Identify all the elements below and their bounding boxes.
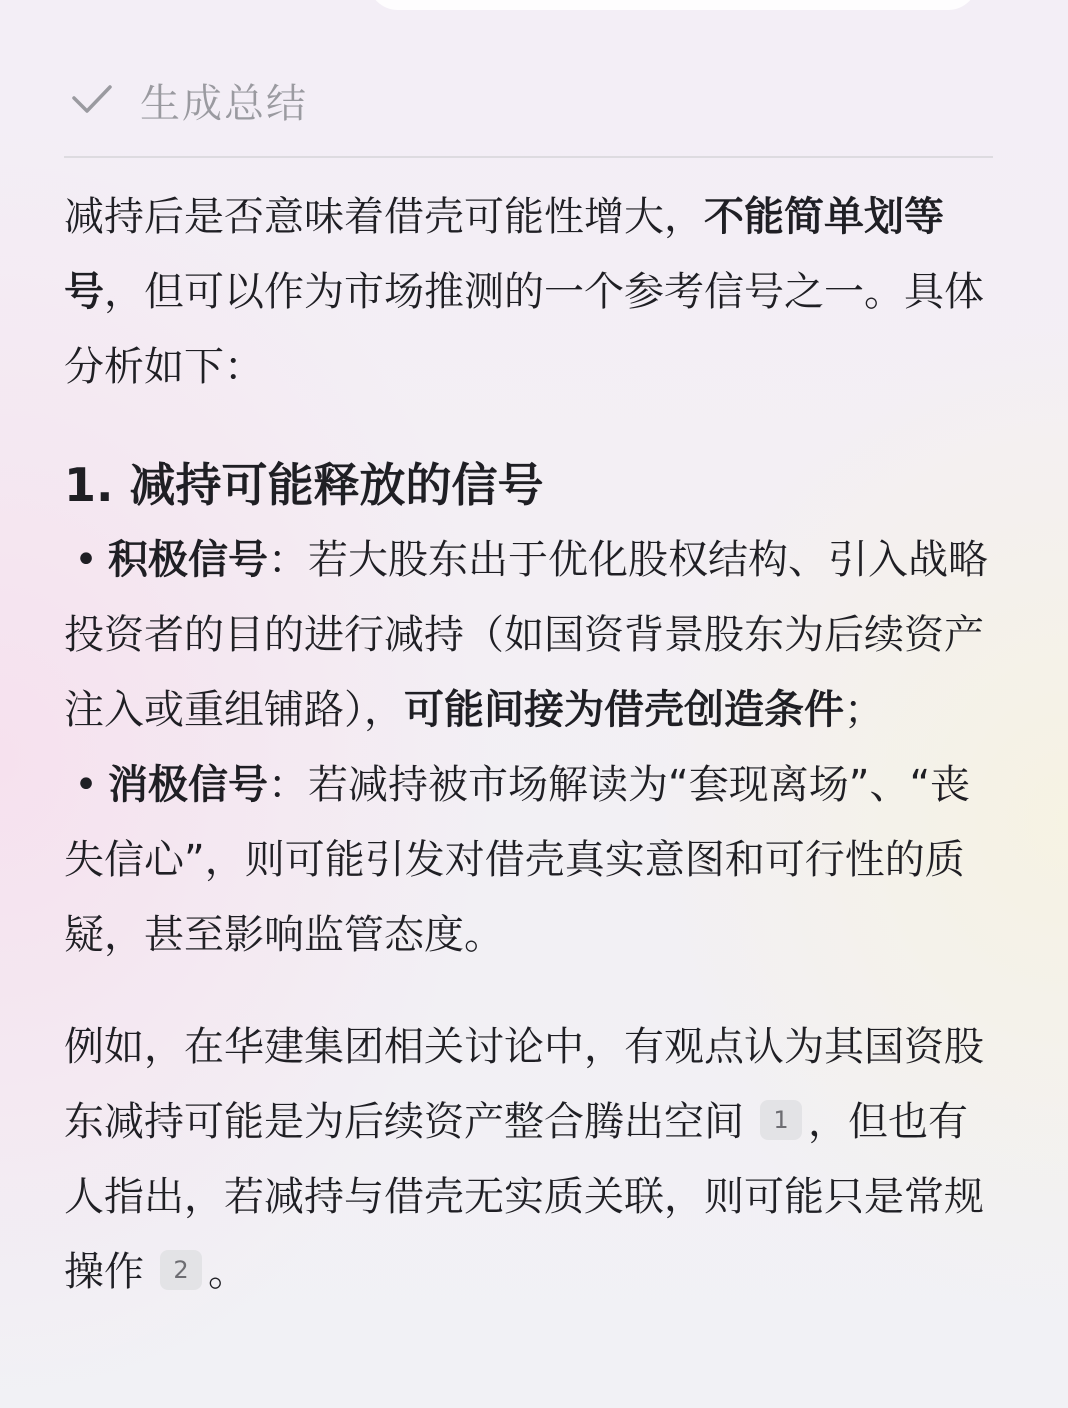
summary-title: 生成总结 xyxy=(140,80,308,127)
divider xyxy=(64,156,993,158)
example-paragraph: 例如，在华建集团相关讨论中，有观点认为其国资股东减持可能是为后续资产整合腾出空间 1 ，但也有人指出，若减持与借壳无实质关联，则可能只是常规操作 2 。 xyxy=(64,1024,984,1295)
bullet-dot: • xyxy=(74,762,98,808)
bullet-emphasis: 可能间接为借壳创造条件 xyxy=(404,687,844,733)
answer-content xyxy=(64,180,994,1310)
bullet-dot: • xyxy=(74,537,98,583)
top-card-edge xyxy=(368,0,978,10)
check-icon xyxy=(68,76,116,124)
bullet-label: 消极信号 xyxy=(108,762,268,808)
intro-paragraph: 减持后是否意味着借壳可能性增大，不能简单划等号，但可以作为市场推测的一个参考信号之一。具体分析如下： xyxy=(64,194,984,390)
summary-header[interactable] xyxy=(64,64,993,136)
citation-badge[interactable]: 1 xyxy=(760,1100,802,1140)
section-heading: 1. 减持可能释放的信号 xyxy=(64,458,544,512)
citation-badge[interactable]: 2 xyxy=(160,1250,202,1290)
bullet-positive: • 积极信号：若大股东出于优化股权结构、引入战略投资者的目的进行减持（如国资背景股东为后续资产注入或重组铺路），可能间接为借壳创造条件； xyxy=(64,523,994,748)
bullet-label: 积极信号 xyxy=(108,537,268,583)
intro-emphasis: 不能简单划等号 xyxy=(64,194,944,315)
bullet-negative: • 消极信号：若减持被市场解读为“套现离场”、“丧失信心”，则可能引发对借壳真实意图和可行性的质疑，甚至影响监管态度。 xyxy=(64,748,994,973)
